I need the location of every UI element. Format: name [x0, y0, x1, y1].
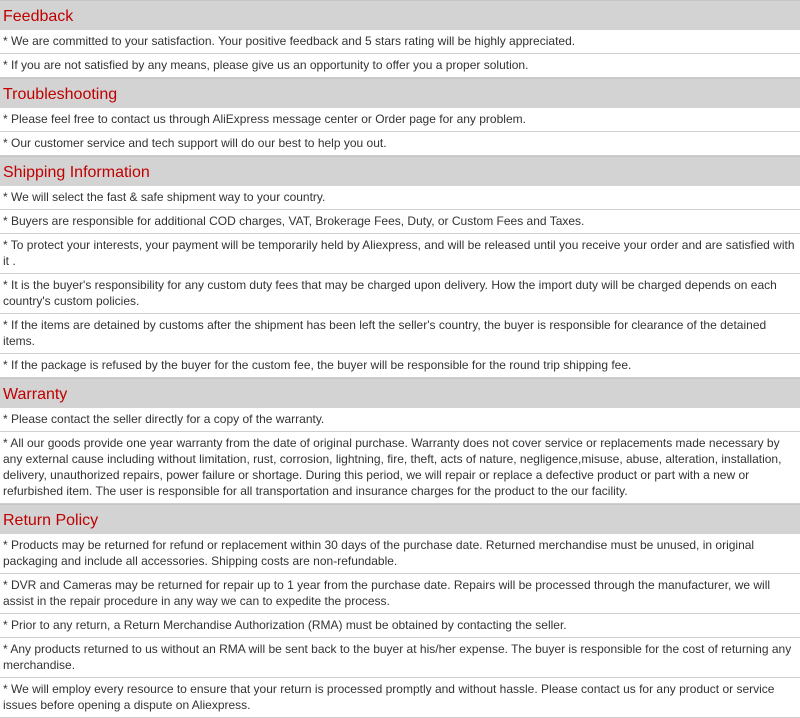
list-item: * DVR and Cameras may be returned for repair up to 1 year from the purchase date. Repairs will be processed through the manufacturer, we will assist in the repair procedure in any way we can to expedite the process.	[0, 574, 800, 614]
list-item: * We are committed to your satisfaction. Your positive feedback and 5 stars rating will be highly appreciated.	[0, 30, 800, 54]
list-item: * Any products returned to us without an RMA will be sent back to the buyer at his/her expense. The buyer is responsible for the cost of returning any merchandise.	[0, 638, 800, 678]
list-item: * Please contact the seller directly for a copy of the warranty.	[0, 408, 800, 432]
list-item: * We will employ every resource to ensure that your return is processed promptly and without hassle. Please contact us for any product or service issues before opening a dispute on Aliexpress.	[0, 678, 800, 718]
list-item: * It is the buyer's responsibility for any custom duty fees that may be charged upon delivery. How the import duty will be charged depends on each country's custom policies.	[0, 274, 800, 314]
section-title: Warranty	[3, 385, 68, 403]
list-item: * Products may be returned for refund or replacement within 30 days of the purchase date. Returned merchandise must be unused, in original packaging and include all accessories. Shipping costs are non-refundable.	[0, 534, 800, 574]
section-header-return-policy	[0, 504, 800, 534]
section-header-feedback	[0, 0, 800, 30]
section-header-warranty	[0, 378, 800, 408]
list-item: * Our customer service and tech support will do our best to help you out.	[0, 132, 800, 156]
section-title: Feedback	[3, 7, 74, 25]
section-title: Troubleshooting	[3, 85, 118, 103]
list-item: * All our goods provide one year warranty from the date of original purchase. Warranty does not cover service or replacements made necessary by any external cause including without limitation, rust, corrosion, lightning, fire, theft, acts of nature, negligence,misuse, abuse, alteration, installation, delivery, unauthorized repairs, power failure or shortage. During this period, we will repair or replace a defective product or part with a new or refurbished item. The user is responsible for all transportation and insurance charges for the product to the our facility.	[0, 432, 800, 504]
list-item: * If the package is refused by the buyer for the custom fee, the buyer will be responsible for the round trip shipping fee.	[0, 354, 800, 378]
list-item: * Prior to any return, a Return Merchandise Authorization (RMA) must be obtained by contacting the seller.	[0, 614, 800, 638]
section-header-troubleshooting	[0, 78, 800, 108]
section-title: Shipping Information	[3, 163, 150, 181]
list-item: * To protect your interests, your payment will be temporarily held by Aliexpress, and will be released until you receive your order and are satisfied with it .	[0, 234, 800, 274]
section-header-shipping	[0, 156, 800, 186]
list-item: * We will select the fast & safe shipment way to your country.	[0, 186, 800, 210]
list-item: * Please feel free to contact us through AliExpress message center or Order page for any problem.	[0, 108, 800, 132]
section-title: Return Policy	[3, 511, 99, 529]
list-item: * Buyers are responsible for additional COD charges, VAT, Brokerage Fees, Duty, or Custom Fees and Taxes.	[0, 210, 800, 234]
list-item: * If the items are detained by customs after the shipment has been left the seller's country, the buyer is responsible for clearance of the detained items.	[0, 314, 800, 354]
list-item: * If you are not satisfied by any means, please give us an opportunity to offer you a proper solution.	[0, 54, 800, 78]
